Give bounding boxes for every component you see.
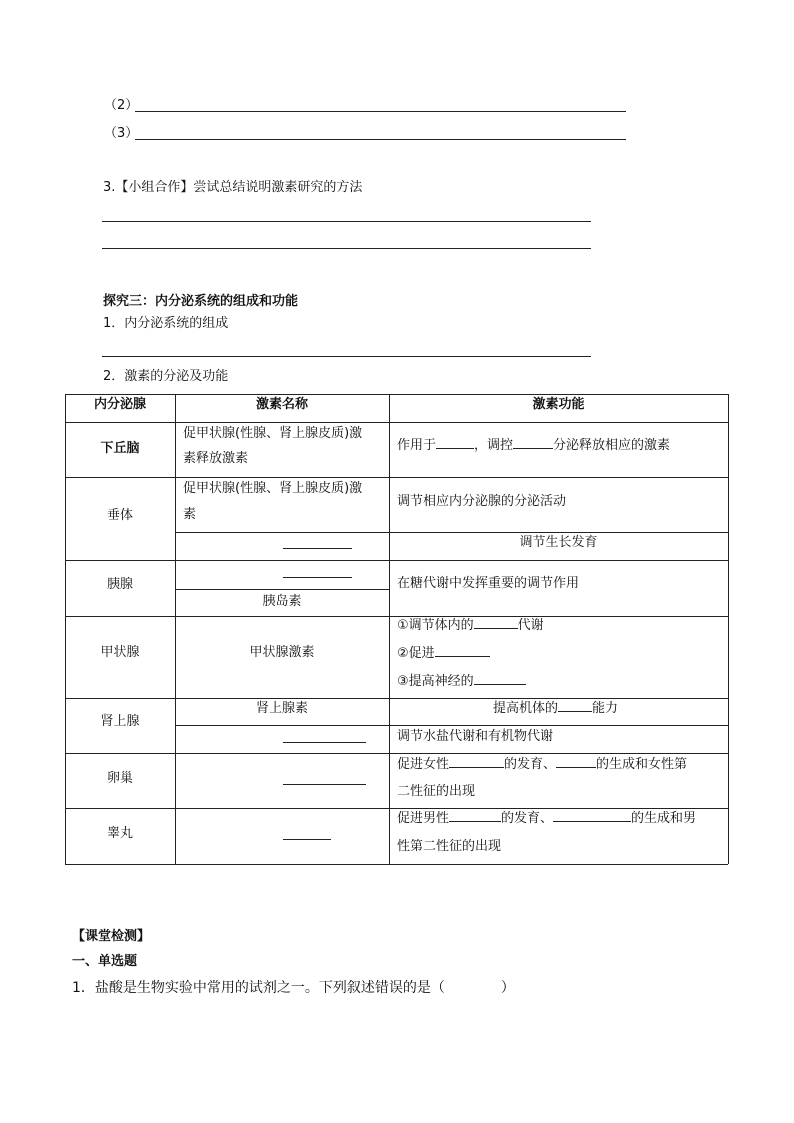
pituitary-hormone-line1: 促甲状腺(性腺、肾上腺皮质)激 [183, 481, 363, 496]
func-text: 的生成和女性第 [596, 757, 688, 772]
blank-field[interactable] [553, 809, 631, 822]
adrenal-hormone-adrenaline: 肾上腺素 [255, 701, 308, 716]
blank-field[interactable] [449, 755, 504, 768]
q3-answer-line-1[interactable] [102, 221, 591, 222]
hypothalamus-hormone-line2: 素释放激素 [183, 451, 249, 466]
func-text: 的生成和男 [631, 811, 697, 826]
answer-line-2[interactable] [135, 111, 626, 112]
table-border-bottom [65, 864, 728, 865]
classcheck-heading: 【课堂检测】 [72, 929, 151, 944]
func-text: ②促进 [397, 646, 435, 661]
thyroid-hormone: 甲状腺激素 [249, 645, 315, 660]
row-sep [65, 698, 728, 699]
func-text: ③提高神经的 [397, 674, 474, 689]
testis-function-line2: 性第二性征的出现 [397, 839, 502, 854]
row-sep [65, 560, 728, 561]
func-text: 的发育、 [501, 811, 554, 826]
ovary-function-line2: 二性征的出现 [397, 784, 476, 799]
single-choice-section: 一、单选题 [72, 954, 138, 969]
gland-hypothalamus: 下丘脑 [100, 441, 140, 456]
table-border-left [65, 394, 66, 864]
thyroid-function-2 [397, 641, 490, 667]
question-1: 1．盐酸是生物实验中常用的试剂之一。下列叙述错误的是（ ） [72, 980, 515, 996]
func-text: 代谢 [517, 618, 544, 633]
q3-answer-line-2[interactable] [102, 248, 591, 249]
pancreas-hormone-blank[interactable] [283, 577, 352, 578]
header-function: 激素功能 [532, 397, 585, 412]
answer-line-3[interactable] [135, 139, 626, 140]
pituitary-function-2: 调节生长发育 [519, 535, 598, 550]
gland-thyroid: 甲状腺 [100, 645, 140, 660]
row-sep [65, 477, 728, 478]
header-gland: 内分泌腺 [93, 397, 146, 412]
func-text: ，调控 [474, 438, 514, 453]
func-text: 的发育、 [504, 757, 557, 772]
gland-pancreas: 胰腺 [106, 577, 133, 592]
func-text: 促进女性 [397, 757, 450, 772]
gland-adrenal: 肾上腺 [100, 714, 140, 729]
table-border-right [728, 394, 729, 864]
pituitary-hormone-blank[interactable] [283, 548, 352, 549]
row-sep [65, 422, 728, 423]
question-3-label: 3.【小组合作】尝试总结说明激素研究的方法 [103, 180, 363, 195]
item-3-label: （3） [104, 126, 139, 141]
func-text: 能力 [592, 701, 619, 716]
func-text: 作用于 [397, 438, 437, 453]
pituitary-function-1: 调节相应内分泌腺的分泌活动 [397, 494, 567, 509]
pituitary-hormone-line2: 素 [183, 507, 197, 522]
func-text: 分泌释放相应的激素 [553, 438, 671, 453]
table-col-divider-1 [175, 394, 176, 864]
composition-answer-line[interactable] [102, 356, 591, 357]
blank-field[interactable] [436, 436, 474, 449]
testis-function-line1 [397, 806, 696, 832]
func-text: 促进男性 [397, 811, 450, 826]
blank-field[interactable] [435, 644, 490, 657]
blank-field[interactable] [558, 699, 592, 712]
blank-field[interactable] [474, 616, 518, 629]
explore-3-sub1: 1．内分泌系统的组成 [103, 316, 229, 331]
adrenal-function-2: 调节水盐代谢和有机物代谢 [397, 729, 554, 744]
func-text: ①调节体内的 [397, 618, 474, 633]
hypothalamus-function [397, 433, 670, 459]
testis-hormone-blank[interactable] [283, 839, 331, 840]
adrenal-hormone-blank[interactable] [283, 742, 366, 743]
table-col-divider-2 [389, 394, 390, 864]
blank-field[interactable] [513, 436, 553, 449]
thyroid-function-1 [397, 613, 544, 639]
hypothalamus-hormone-line1: 促甲状腺(性腺、肾上腺皮质)激 [183, 426, 363, 441]
header-hormone: 激素名称 [255, 397, 308, 412]
explore-3-title: 探究三：内分泌系统的组成和功能 [103, 294, 299, 309]
func-text: 提高机体的 [493, 701, 559, 716]
gland-ovary: 卵巢 [106, 771, 133, 786]
ovary-function-line1 [397, 752, 687, 778]
thyroid-function-3 [397, 669, 526, 695]
gland-testis: 睾丸 [106, 826, 133, 841]
explore-3-sub2: 2．激素的分泌及功能 [103, 369, 229, 384]
blank-field[interactable] [556, 755, 596, 768]
pancreas-hormone-insulin: 胰岛素 [262, 594, 302, 609]
item-2-label: （2） [104, 98, 139, 113]
adrenal-function-1 [493, 696, 618, 722]
blank-field[interactable] [474, 672, 526, 685]
pancreas-function: 在糖代谢中发挥重要的调节作用 [397, 576, 580, 591]
blank-field[interactable] [449, 809, 501, 822]
ovary-hormone-blank[interactable] [283, 784, 366, 785]
gland-pituitary: 垂体 [106, 508, 133, 523]
